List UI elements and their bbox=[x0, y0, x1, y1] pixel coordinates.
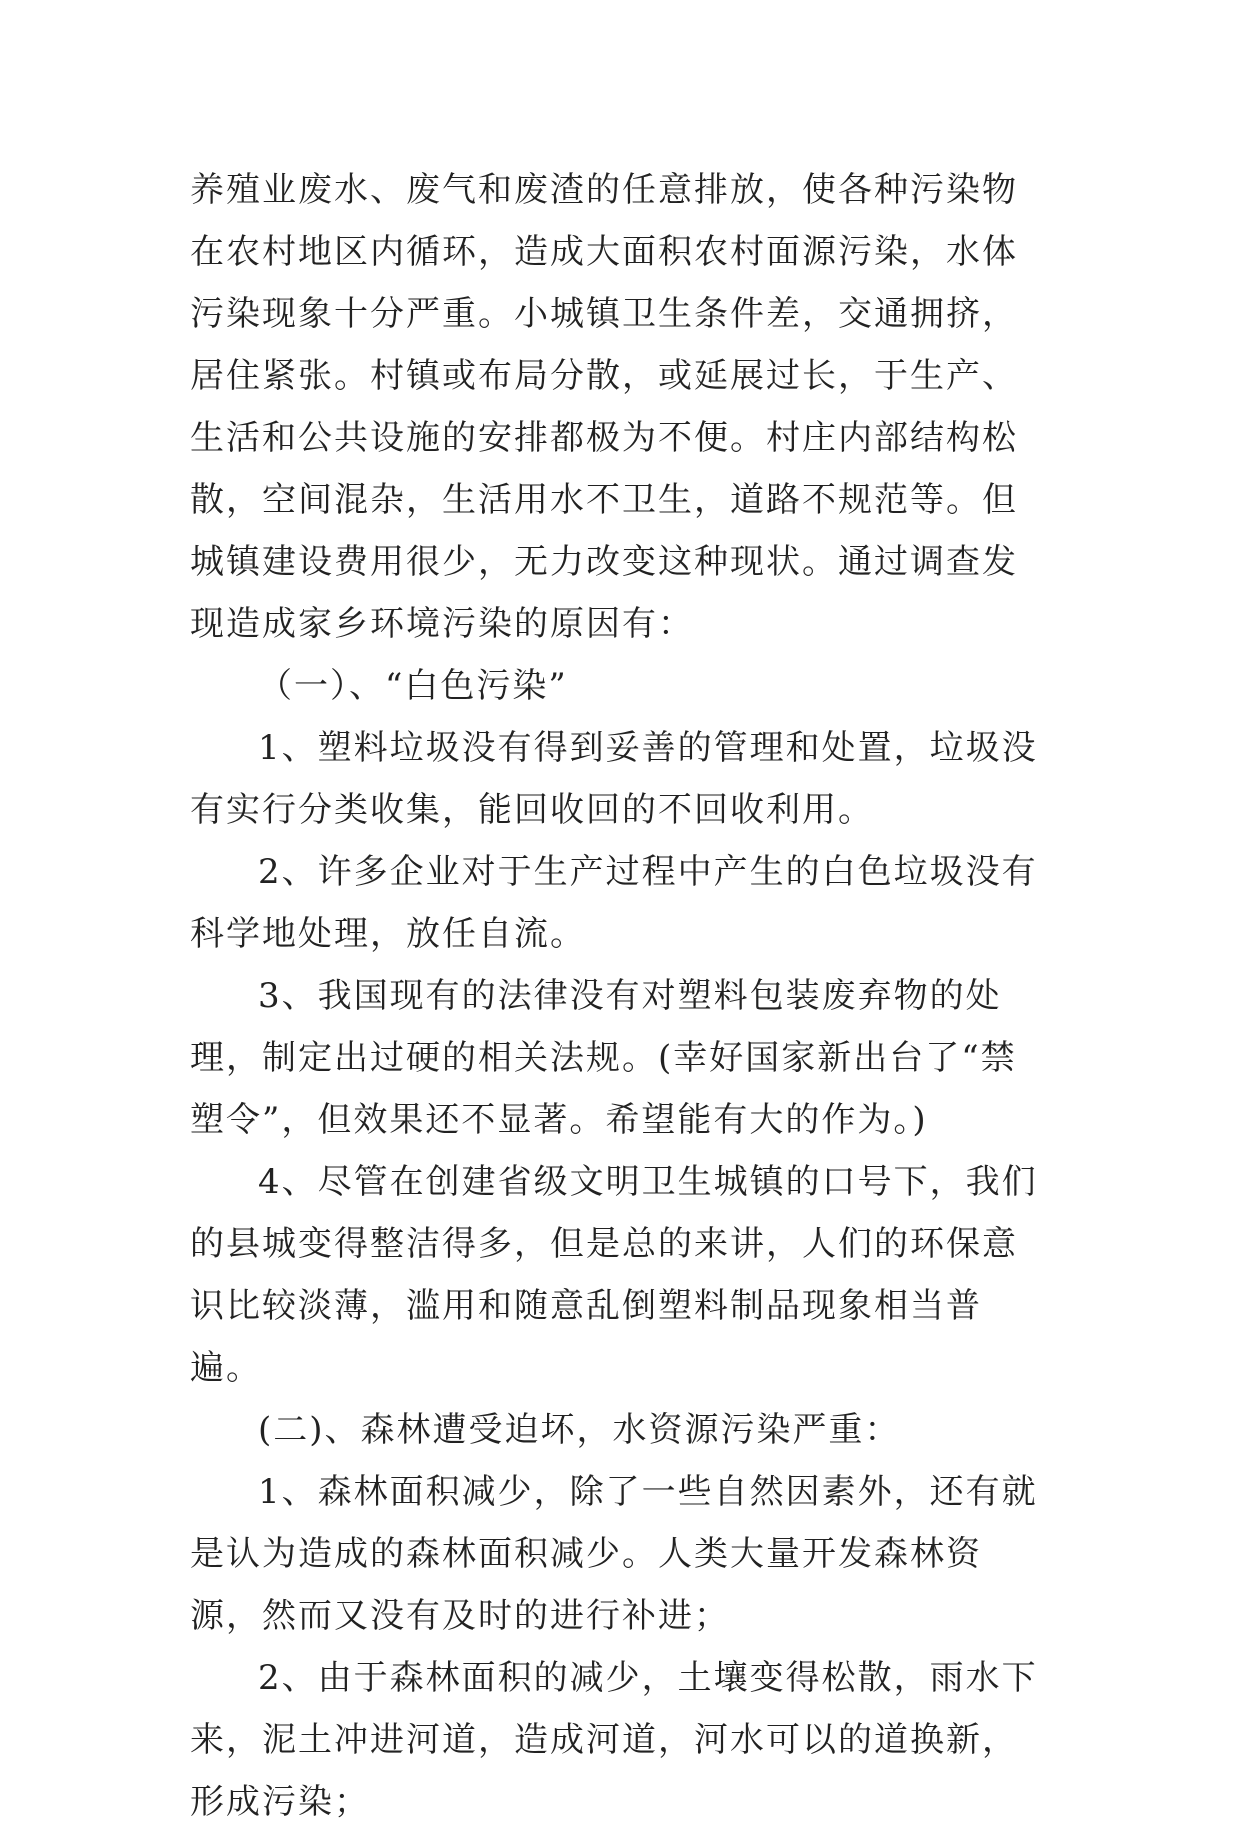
paragraph-item-4: 4、尽管在创建省级文明卫生城镇的口号下，我们的县城变得整洁得多，但是总的来讲，人们的环保意识比较淡薄，滥用和随意乱倒塑料制品现象相当普遍。 bbox=[190, 1162, 1038, 1388]
section-heading-forest-water: (二)、森林遭受迫坏，水资源污染严重： bbox=[258, 1410, 901, 1450]
paragraph-item-1: 1、塑料垃圾没有得到妥善的管理和处置，垃圾没有实行分类收集，能回收回的不回收利用。 bbox=[190, 728, 1038, 830]
paragraph-intro: 养殖业废水、废气和废渣的任意排放，使各种污染物在农村地区内循环，造成大面积农村面源污染，水体污染现象十分严重。小城镇卫生条件差，交通拥挤，居住紧张。村镇或布局分散，或延展过长，于生产、生活和公共设施的安排都极为不便。村庄内部结构松散，空间混杂，生活用水不卫生，道路不规范等。但城镇建设费用很少，无力改变这种现状。通过调查发现造成家乡环境污染的原因有： bbox=[190, 170, 1018, 644]
paragraph-forest-item-1: 1、森林面积减少，除了一些自然因素外，还有就是认为造成的森林面积减少。人类大量开发森林资源，然而又没有及时的进行补进； bbox=[190, 1472, 1038, 1636]
paragraph-forest-item-2: 2、由于森林面积的减少，土壤变得松散，雨水下来，泥土冲进河道，造成河道，河水可以的道换新，形成污染； bbox=[190, 1658, 1038, 1822]
section-heading-white-pollution: （一）、“白色污染” bbox=[258, 666, 568, 706]
document-body bbox=[190, 159, 1050, 1833]
paragraph-item-2: 2、许多企业对于生产过程中产生的白色垃圾没有科学地处理，放任自流。 bbox=[190, 852, 1038, 954]
paragraph-item-3: 3、我国现有的法律没有对塑料包装废弃物的处理，制定出过硬的相关法规。(幸好国家新出台了“禁塑令”，但效果还不显著。希望能有大的作为。) bbox=[190, 976, 1017, 1140]
